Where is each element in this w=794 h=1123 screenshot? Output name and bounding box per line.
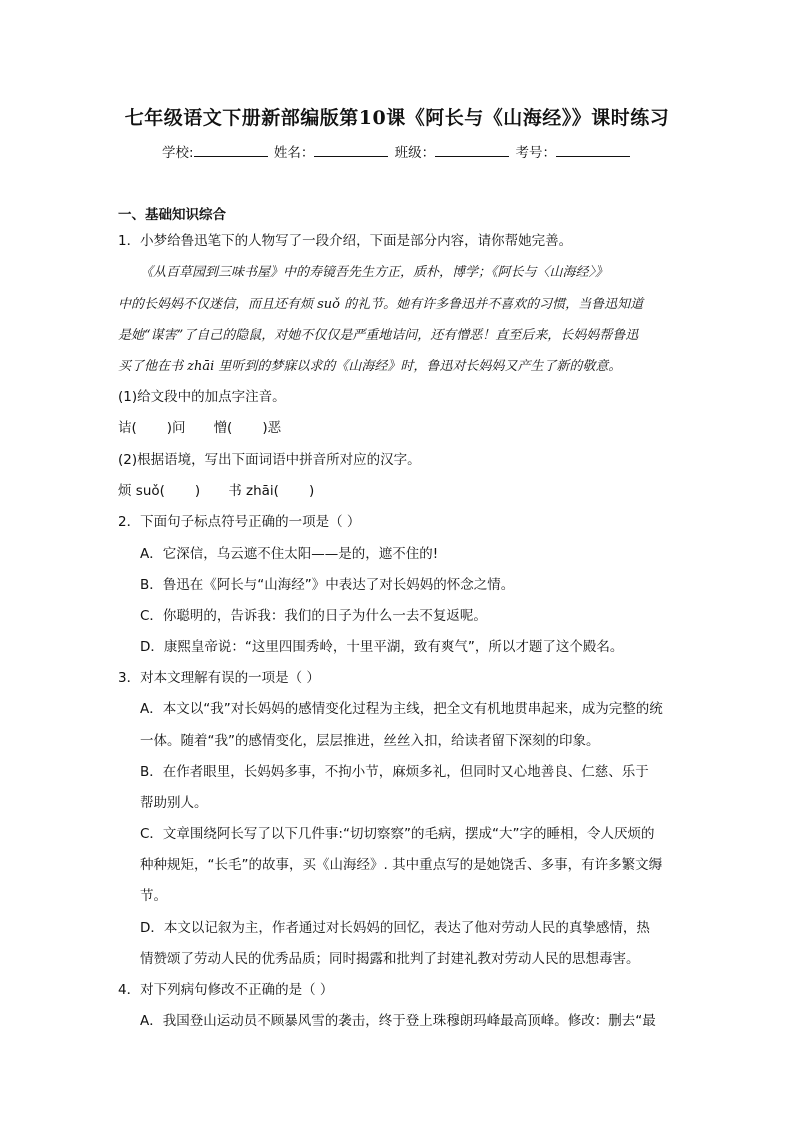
q4-stem: 4．对下列病句修改不正确的是（ ）	[118, 982, 334, 998]
blank-item: )	[194, 483, 201, 499]
q1-passage-line: 《从百草园到三味书屋》中的寿镜吾先生方正，质朴，博学；《阿长与〈山海经〉》	[140, 265, 609, 280]
number-label: 考号：	[515, 145, 556, 161]
q3-option-line: 种种规矩，“长毛”的故事，买《山海经》. 其中重点写的是她饶舌、多事，有许多繁文缛	[140, 857, 663, 873]
blank-item: 烦 suǒ(	[118, 483, 165, 499]
school-label: 学校:	[162, 145, 194, 161]
q1-passage-line: 中的长妈妈不仅迷信，而且还有烦 suǒ 的礼节。她有许多鲁迅并不喜欢的习惯，当鲁迅知道	[118, 297, 644, 312]
q1-sub2: (2)根据语境，写出下面词语中拼音所对应的汉字。	[118, 452, 421, 468]
q4-option-a: A．我国登山运动员不顾暴风雪的袭击，终于登上珠穆朗玛峰最高顶峰。修改：删去“最	[140, 1013, 656, 1029]
number-blank	[556, 145, 630, 157]
blank-item: )恶	[262, 420, 282, 436]
q1-sub1: (1)给文段中的加点字注音。	[118, 389, 286, 405]
q3-option-line: A．本文以“我”对长妈妈的感情变化过程为主线，把全文有机地贯串起来，成为完整的统	[140, 701, 663, 717]
q1-passage-line: 买了他在书 zhāi 里听到的梦寐以求的《山海经》时，鲁迅对长妈妈又产生了新的敬意。	[118, 359, 622, 374]
blank-item: )	[308, 483, 315, 499]
blank-item: 憎(	[213, 420, 233, 436]
class-blank	[435, 145, 509, 157]
blank-item: 书 zhāi(	[228, 483, 279, 499]
q2-stem: 2．下面句子标点符号正确的一项是（ ）	[118, 514, 361, 530]
q2-option-c: C．你聪明的，告诉我：我们的日子为什么一去不复返呢。	[140, 608, 487, 624]
q1-stem: 1．小梦给鲁迅笔下的人物写了一段介绍，下面是部分内容，请你帮她完善。	[118, 233, 573, 249]
q3-option-line: C．文章围绕阿长写了以下几件事:“切切察察”的毛病，摆成“大”字的睡相，令人厌烦的	[140, 826, 655, 842]
student-info-row	[0, 141, 794, 161]
name-blank	[314, 145, 388, 157]
section-heading: 一、基础知识综合	[118, 207, 226, 223]
school-blank	[194, 145, 268, 157]
q1-sub2-blanks	[118, 479, 314, 499]
q3-stem: 3．对本文理解有误的一项是（ ）	[118, 670, 320, 686]
q3-option-line: 节。	[140, 888, 167, 904]
page-title: 七年级语文下册新部编版第10课《阿长与《山海经》》课时练习	[124, 107, 670, 129]
q2-option-d: D．康熙皇帝说：“这里四围秀岭，十里平湖，致有爽气”，所以才题了这个殿名。	[140, 639, 624, 655]
q1-sub1-blanks	[118, 416, 281, 436]
q3-option-line: 帮助别人。	[140, 795, 208, 811]
blank-item: )问	[166, 420, 186, 436]
q2-option-a: A．它深信，乌云遮不住太阳——是的，遮不住的!	[140, 546, 439, 562]
q1-passage-line: 是她“谋害”了自己的隐鼠，对她不仅仅是严重地诘问，还有憎恶！直至后来，长妈妈帮鲁迅	[118, 328, 639, 343]
blank-item: 诘(	[118, 420, 137, 436]
q2-option-b: B．鲁迅在《阿长与“山海经”》中表达了对长妈妈的怀念之情。	[140, 577, 515, 593]
q3-option-line: D．本文以记叙为主，作者通过对长妈妈的回忆，表达了他对劳动人民的真挚感情，热	[140, 920, 650, 936]
class-label: 班级：	[394, 145, 436, 161]
name-label: 姓名：	[273, 145, 315, 161]
q3-option-line: B．在作者眼里，长妈妈多事，不拘小节，麻烦多礼，但同时又心地善良、仁慈、乐于	[140, 764, 649, 780]
q3-option-line: 情赞颂了劳动人民的优秀品质；同时揭露和批判了封建礼教对劳动人民的思想毒害。	[140, 951, 640, 967]
q3-option-line: 一体。随着“我”的感情变化，层层推进，丝丝入扣，给读者留下深刻的印象。	[140, 733, 600, 749]
